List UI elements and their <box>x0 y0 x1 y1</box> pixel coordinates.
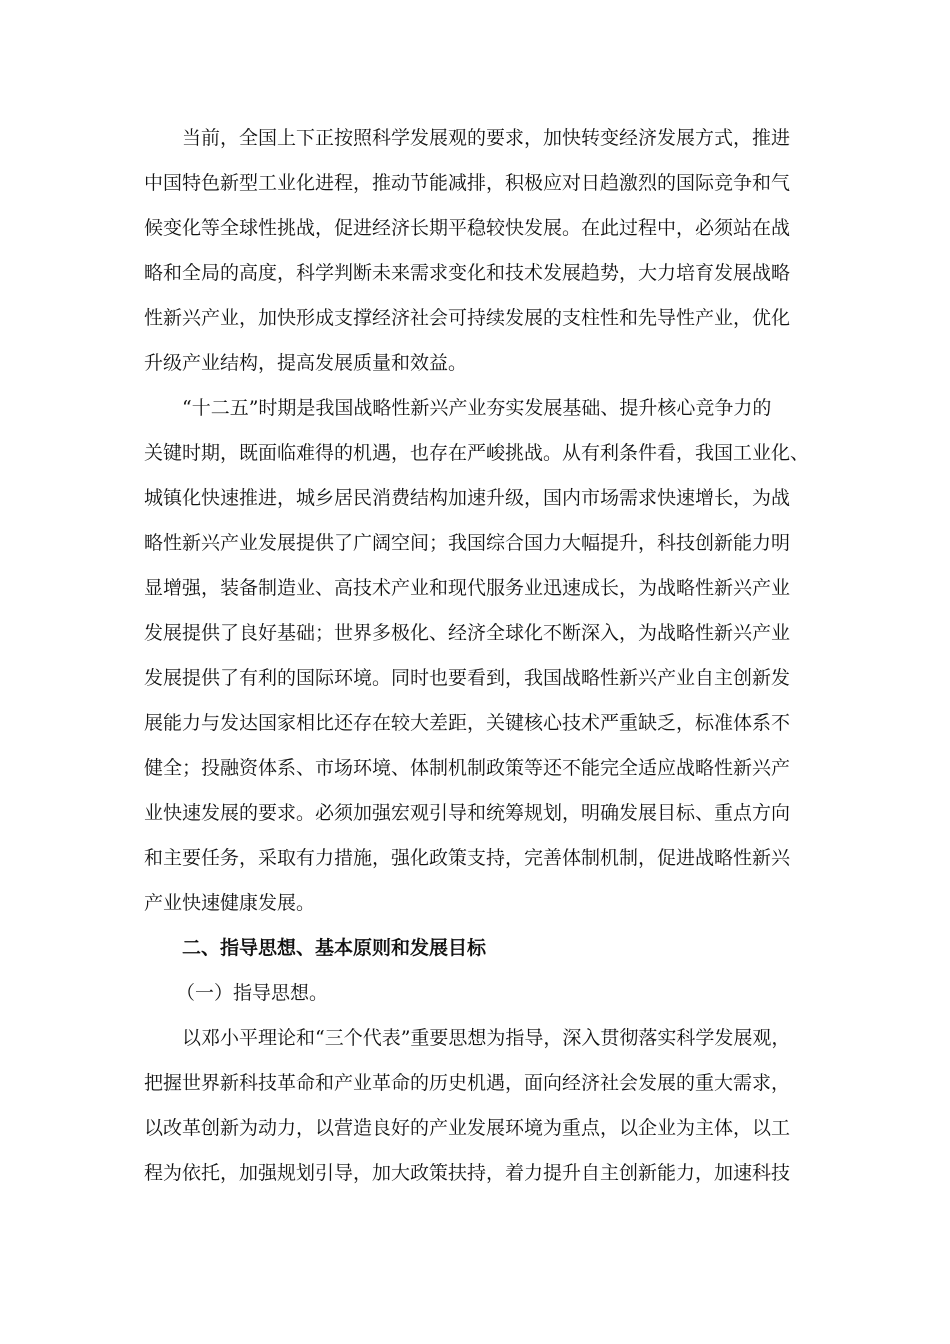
paragraph-2-line-5: 显增强，装备制造业、高技术产业和现代服务业迅速成长，为战略性新兴产业 <box>144 577 791 599</box>
paragraph-1-line-6: 升级产业结构，提高发展质量和效益。 <box>144 352 468 374</box>
paragraph-2-line-3: 城镇化快速推进，城乡居民消费结构加速升级，国内市场需求快速增长，为战 <box>144 487 791 509</box>
paragraph-2-line-12: 产业快速健康发展。 <box>144 892 316 914</box>
paragraph-3-line-1: 以邓小平理论和“三个代表”重要思想为指导，深入贯彻落实科学发展观， <box>182 1027 791 1049</box>
subsection-heading: （一）指导思想。 <box>176 982 329 1004</box>
paragraph-3-line-2: 把握世界新科技革命和产业革命的历史机遇，面向经济社会发展的重大需求， <box>144 1072 791 1094</box>
paragraph-3-line-4: 程为依托，加强规划引导，加大政策扶持，着力提升自主创新能力，加速科技 <box>144 1162 791 1184</box>
paragraph-2-line-1: “十二五”时期是我国战略性新兴产业夯实发展基础、提升核心竞争力的 <box>182 397 772 419</box>
paragraph-1-line-4: 略和全局的高度，科学判断未来需求变化和技术发展趋势，大力培育发展战略 <box>144 262 791 284</box>
paragraph-2-line-2: 关键时期，既面临难得的机遇，也存在严峻挑战。从有利条件看，我国工业化、 <box>144 442 810 464</box>
paragraph-2-line-6: 发展提供了良好基础；世界多极化、经济全球化不断深入，为战略性新兴产业 <box>144 622 791 644</box>
paragraph-2-line-9: 健全；投融资体系、市场环境、体制机制政策等还不能完全适应战略性新兴产 <box>144 757 791 779</box>
paragraph-1-line-2: 中国特色新型工业化进程，推动节能减排，积极应对日趋激烈的国际竞争和气 <box>144 172 791 194</box>
paragraph-2-line-7: 发展提供了有利的国际环境。同时也要看到，我国战略性新兴产业自主创新发 <box>144 667 791 689</box>
section-heading: 二、指导思想、基本原则和发展目标 <box>182 937 487 959</box>
paragraph-2-line-10: 业快速发展的要求。必须加强宏观引导和统筹规划，明确发展目标、重点方向 <box>144 802 791 824</box>
paragraph-2-line-11: 和主要任务，采取有力措施，强化政策支持，完善体制机制，促进战略性新兴 <box>144 847 791 869</box>
paragraph-2-line-8: 展能力与发达国家相比还存在较大差距，关键核心技术严重缺乏，标准体系不 <box>144 712 791 734</box>
paragraph-3-line-3: 以改革创新为动力，以营造良好的产业发展环境为重点，以企业为主体，以工 <box>144 1117 791 1139</box>
paragraph-1-line-3: 候变化等全球性挑战，促进经济长期平稳较快发展。在此过程中，必须站在战 <box>144 217 791 239</box>
paragraph-2-line-4: 略性新兴产业发展提供了广阔空间；我国综合国力大幅提升，科技创新能力明 <box>144 532 791 554</box>
paragraph-1-line-1: 当前，全国上下正按照科学发展观的要求，加快转变经济发展方式，推进 <box>182 127 791 149</box>
paragraph-1-line-5: 性新兴产业，加快形成支撑经济社会可持续发展的支柱性和先导性产业，优化 <box>144 307 791 329</box>
